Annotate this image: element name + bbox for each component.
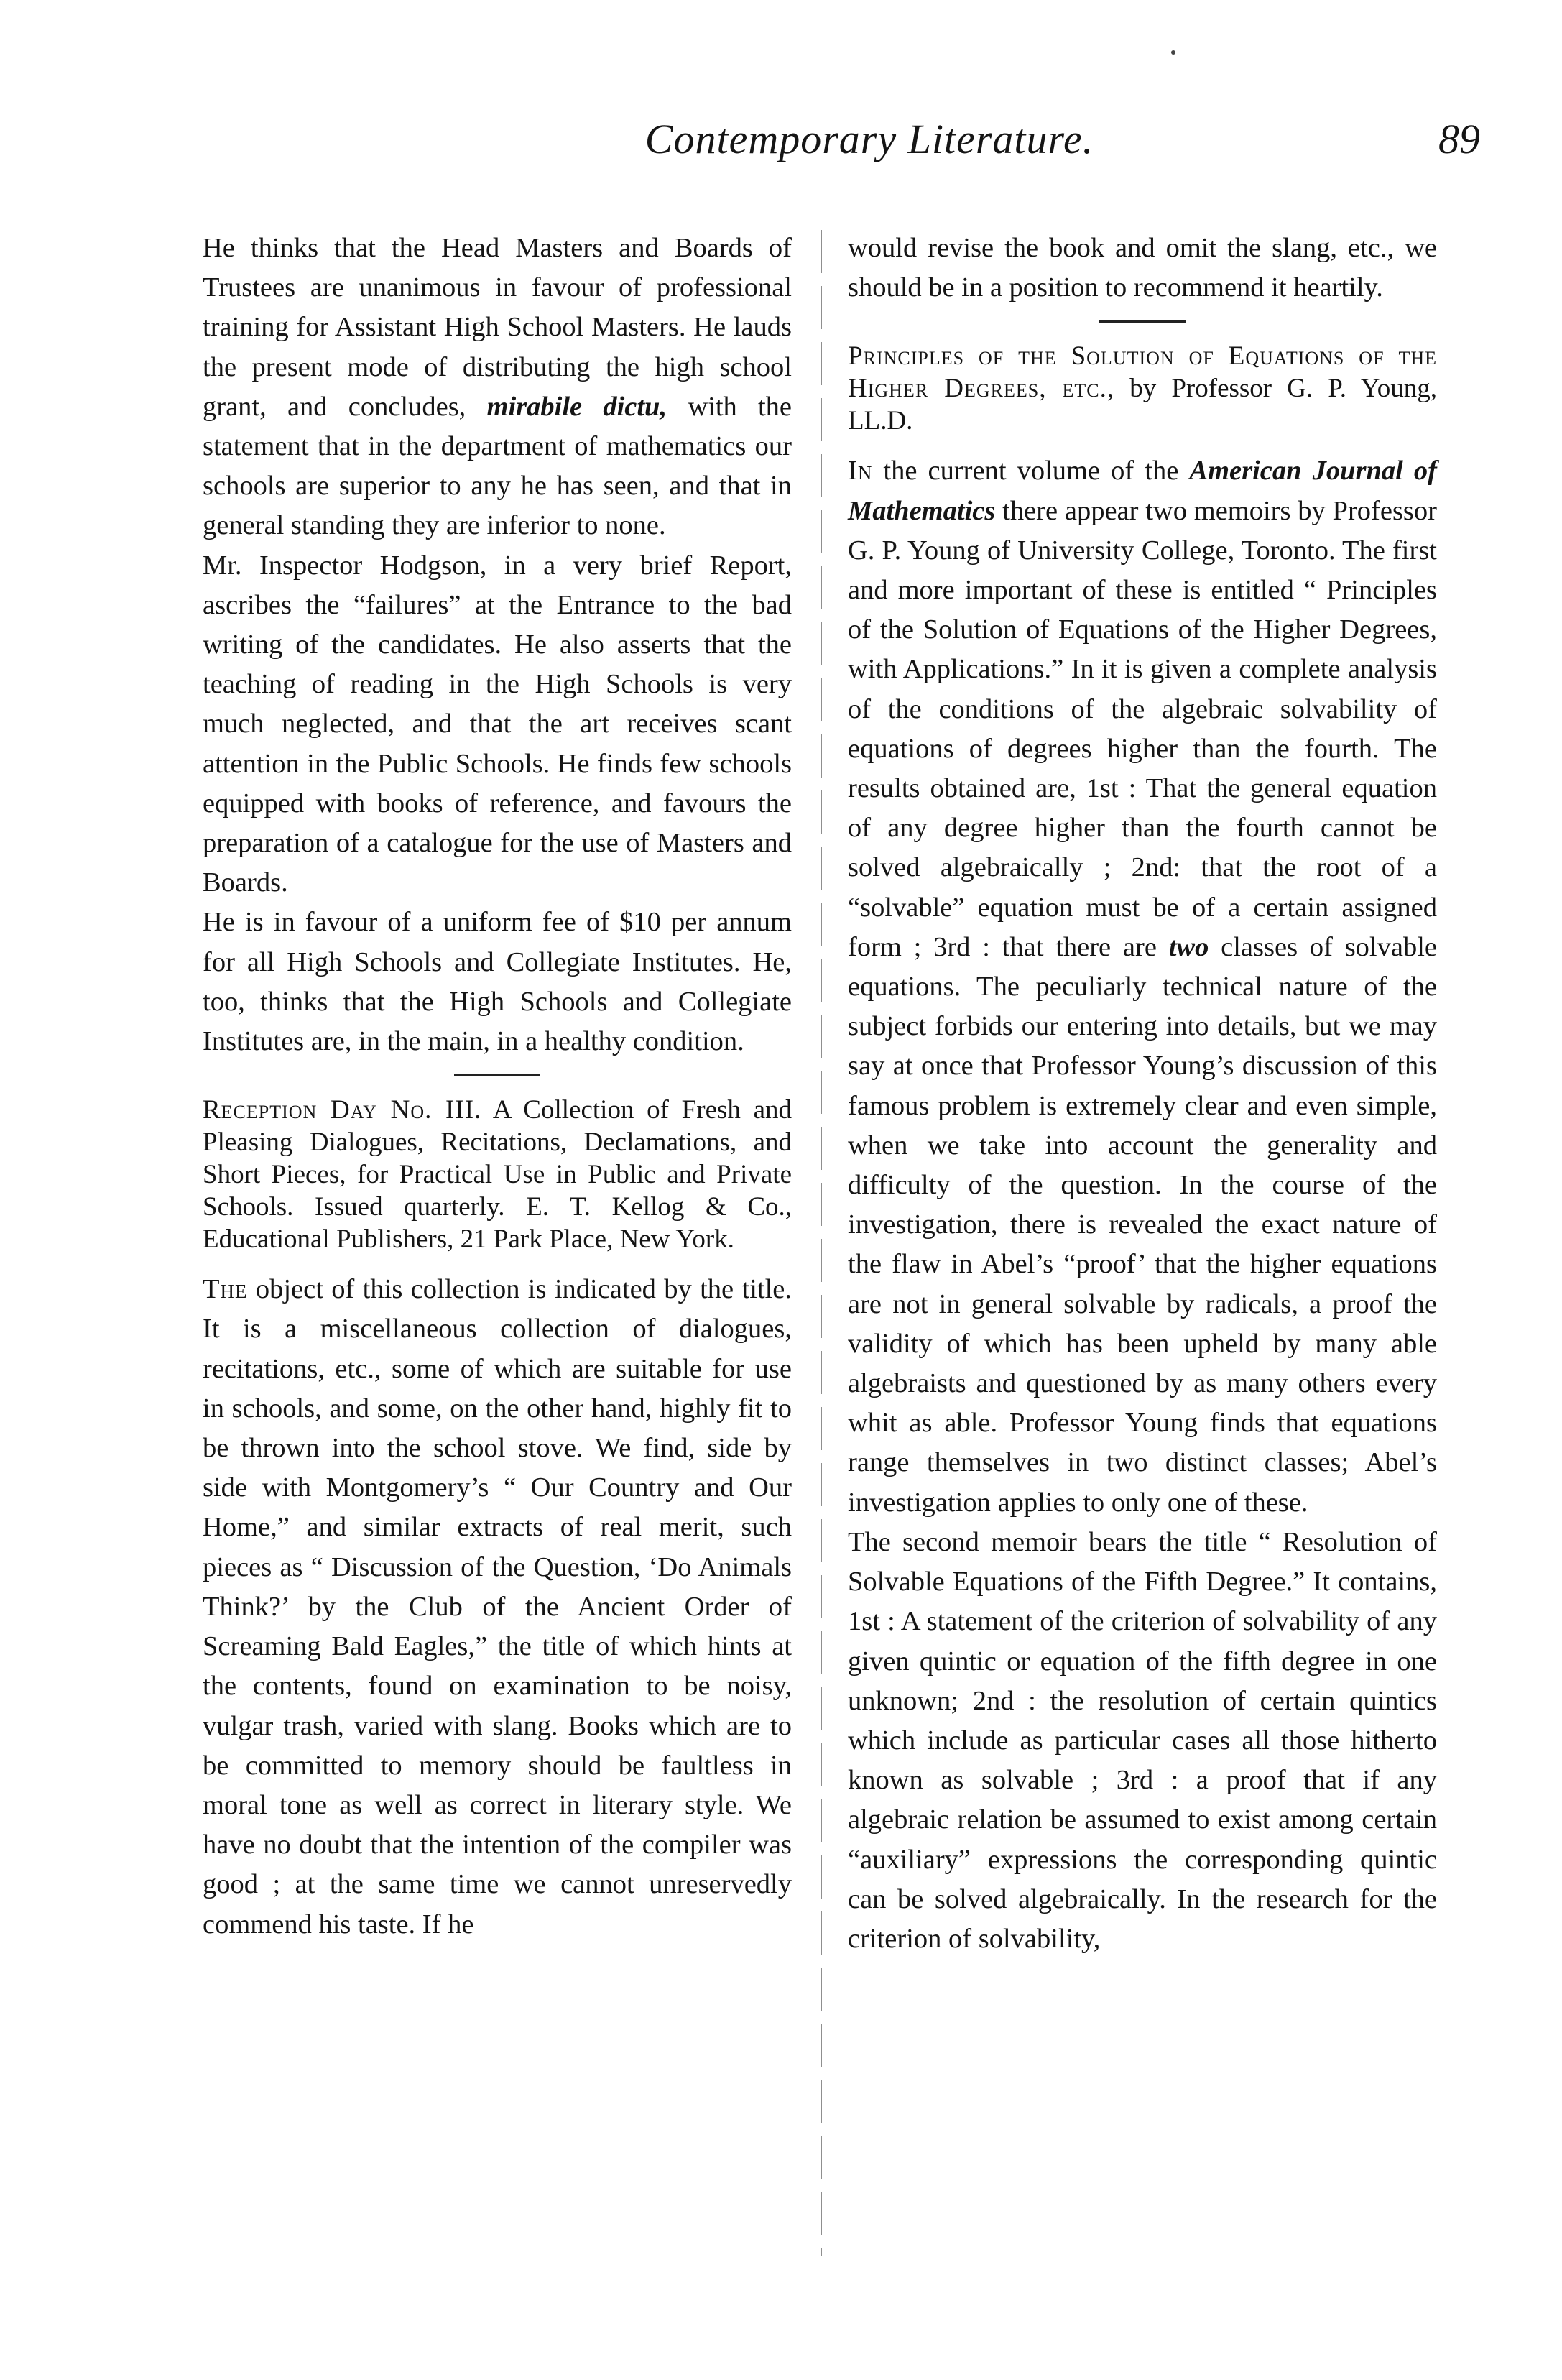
section-rule bbox=[454, 1074, 540, 1076]
paragraph-text: object of this collection is indicated by the title. It is a miscellaneous collection of dialogues, recitations, etc., some of which are suitable for use in schools, and some, on the other hand, highly fit to be thrown into the school stove. We find, side by side with Montgomery’s “ Our Country and Our Home,” and similar extracts of real merit, such pieces as “ Discussion of the Question, ‘Do Animals Think?’ by the Club of the Ancient Order of Screaming Bald Eagles,” the title of which hints at the contents, found on examination to be noisy, vulgar trash, varied with slang. Books which are to be committed to memory should be faultless in moral tone as well as correct in literary style. We have no doubt that the intention of the compiler was good ; at the same time we cannot unreservedly commend his taste. If he bbox=[203, 1274, 792, 1939]
paragraph bbox=[203, 1270, 792, 1944]
review-entry-heading bbox=[848, 340, 1437, 437]
review-author: by Professor G. P. Young, LL.D. bbox=[848, 374, 1437, 436]
left-column bbox=[203, 229, 792, 1945]
latin-phrase: mirabile dictu, bbox=[486, 391, 667, 422]
column-divider bbox=[821, 230, 822, 2256]
lead-word: The bbox=[203, 1274, 248, 1305]
paragraph bbox=[848, 451, 1437, 1522]
review-publication-details: A Collection of Fresh and Pleasing Dialogues, Recitations, Declamations, and Short Pieces, for Practical Use in Public and Private Schools. Issued quarterly. E. T. Kellog & Co., Educational Publishers, 21 Park Place, New York. bbox=[203, 1095, 792, 1255]
paragraph: The second memoir bears the title “ Resolution of Solvable Equations of the Fifth Degree.” It contains, 1st : A statement of the criterion of solvability of any given quintic or equation of the fifth degree in one unknown; 2nd : the resolution of certain quintics which include as particular cases all those hitherto known as solvable ; 3rd : a proof that if any algebraic relation be assumed to exist among certain “auxiliary” expressions the corresponding quintic can be solved algebraically. In the research for the criterion of solvability, bbox=[848, 1526, 1437, 1954]
review-title: Reception Day No. III. bbox=[203, 1095, 482, 1125]
paragraph: would revise the book and omit the slang, etc., we should be in a position to recommend it heartily. bbox=[848, 233, 1437, 303]
section-rule bbox=[1099, 320, 1186, 323]
emphasis: two bbox=[1168, 931, 1209, 962]
paragraph-text: the current volume of the bbox=[872, 456, 1190, 486]
paragraph-text: classes of solvable equations. The peculiarly technical nature of the subject forbids our entering into details, but we may say at once that Professor Young’s discussion of this famous problem is extremely clear and even simple, when we take into account the generality and difficulty of the question. In the course of the investigation, there is revealed the exact nature of the flaw in Abel’s “proof’ that the higher equations are not in general solvable by radicals, a proof the validity of which has been upheld by many able algebraists and questioned by as many others every whit as able. Professor Young finds that equations range themselves in two distinct classes; Abel’s investigation applies to only one of these. bbox=[848, 931, 1437, 1518]
review-title: Principles of the Solution of Equations of the Higher Degrees, etc., bbox=[848, 341, 1437, 404]
paragraph-text: with the statement that in the department of mathematics our schools are superior to any he has seen, and that in general standing they are inferior to none. bbox=[203, 391, 792, 541]
paragraph-text: He thinks that the Head Masters and Boards of Trustees are unanimous in favour of professional training for Assistant High School Masters. He lauds the present mode of distributing the high school grant, and concludes, bbox=[203, 233, 792, 422]
journal-title: American Journal of Mathematics bbox=[848, 456, 1437, 526]
paragraph: Mr. Inspector Hodgson, in a very brief Report, ascribes the “failures” at the Entrance to the bad writing of the candidates. He also asserts that the teaching of reading in the High Schools is very much neglected, and that the art receives scant attention in the Public Schools. He finds few schools equipped with books of reference, and favours the preparation of a catalogue for the use of Masters and Boards. bbox=[203, 550, 792, 898]
right-column bbox=[848, 229, 1437, 1959]
paragraph-text: there appear two memoirs by Professor G. P. Young of University College, Toronto. The first and more important of these is entitled “ Principles of the Solution of Equations of the Higher Degrees, with Applications.” In it is given a complete analysis of the conditions of the algebraic solvability of equations of degrees higher than the fourth. The results obtained are, 1st : That the general equation of any degree higher than the fourth cannot be solved algebraically ; 2nd: that the root of a “solvable” equation must be of a certain assigned form ; 3rd : that there are bbox=[848, 495, 1437, 962]
review-entry-heading bbox=[203, 1094, 792, 1255]
speck-mark bbox=[1171, 50, 1175, 55]
running-title: Contemporary Literature. bbox=[644, 116, 1094, 162]
page-header bbox=[201, 108, 1480, 187]
lead-word: In bbox=[848, 456, 873, 486]
paragraph: He is in favour of a uniform fee of $10 per annum for all High Schools and Collegiate Institutes. He, too, thinks that the High Schools and Collegiate Institutes are, in the main, in a healthy condition. bbox=[203, 907, 792, 1057]
page-number: 89 bbox=[1438, 116, 1480, 162]
paragraph bbox=[203, 229, 792, 546]
